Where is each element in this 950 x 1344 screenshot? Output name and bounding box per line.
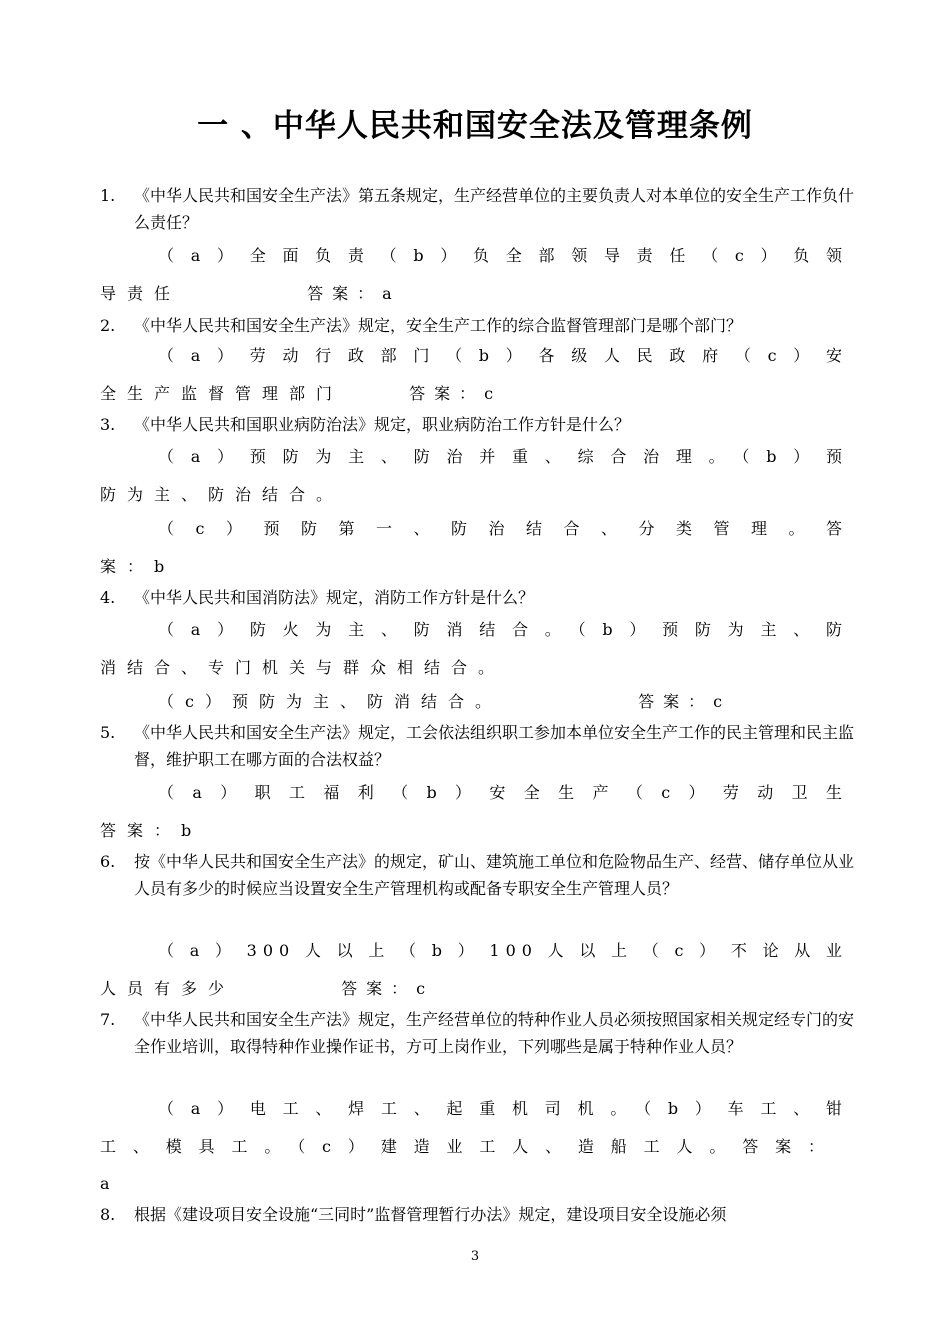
question-number: 1.	[100, 186, 116, 205]
question-number: 3.	[100, 415, 116, 434]
options-line-cont: 防为主、防治结合。	[100, 485, 344, 504]
question-number: 7.	[100, 1010, 116, 1029]
options-line: （a）劳动行政部门（b）各级人民政府（c）安	[158, 346, 848, 365]
options-text: （c）预防为主、防消结合。	[158, 692, 502, 711]
question-text: 《中华人民共和国职业病防治法》规定，职业病防治工作方针是什么？	[134, 415, 631, 434]
question-text: 《中华人民共和国安全生产法》规定，工会依法组织职工参加本单位安全生产工作的民主管理和民主监督，维护职工在哪方面的合法权益？	[134, 723, 855, 769]
options-line-cont	[100, 380, 502, 407]
options-line: （a）职工福利（b）安全生产（c）劳动卫生	[158, 783, 848, 802]
question-number: 4.	[100, 588, 116, 607]
options-line: （a）预防为主、防治并重、综合治理。（b）预	[158, 447, 848, 466]
options-line: （a）防火为主、防消结合。（b）预防为主、防	[158, 620, 848, 639]
question-number: 5.	[100, 723, 116, 742]
question-number: 8.	[100, 1205, 116, 1224]
options-line-cont: 工、模具工。（c）建造业工人、造船工人。答案：	[100, 1137, 830, 1156]
options-line-cont: 消结合、专门机关与群众相结合。	[100, 658, 506, 677]
options-line: （c）预防第一、防治结合、分类管理。答	[158, 519, 848, 538]
page-number: 3	[470, 1249, 480, 1264]
question-text: 《中华人民共和国安全生产法》第五条规定，生产经营单位的主要负责人对本单位的安全生产工作负什么责任？	[134, 186, 855, 232]
question-text: 《中华人民共和国安全生产法》规定，安全生产工作的综合监督管理部门是哪个部门？	[134, 316, 743, 335]
answer-text: 答案：a	[307, 284, 401, 303]
question-text: 按《中华人民共和国安全生产法》的规定，矿山、建筑施工单位和危险物品生产、经营、储存单位从业人员有多少的时候应当设置安全生产管理机构或配备专职安全生产管理人员？	[134, 852, 855, 898]
page-title: 一 、中华人民共和国安全法及管理条例	[197, 108, 753, 144]
question-text: 《中华人民共和国安全生产法》规定，生产经营单位的特种作业人员必须按照国家相关规定经专门的安全作业培训，取得特种作业操作证书，方可上岗作业，下列哪些是属于特种作业人员？	[134, 1010, 855, 1056]
options-text: 全生产监督管理部门	[100, 384, 344, 403]
question-text: 根据《建设项目安全设施“三同时”监督管理暂行办法》规定，建设项目安全设施必须	[134, 1205, 727, 1224]
options-line-cont	[100, 280, 401, 307]
answer-text: 答案：c	[638, 692, 732, 711]
answer-line: 答案：b	[100, 821, 203, 840]
options-line: （a）电工、焊工、起重机司机。（b）车工、钳	[158, 1099, 848, 1118]
options-text: 人员有多少	[100, 979, 236, 998]
options-line: （a）全面负责（b）负全部领导责任（c）负领	[158, 246, 848, 265]
options-line-cont	[100, 975, 434, 1002]
answer-text: 答案：c	[341, 979, 435, 998]
question-number: 6.	[100, 852, 116, 871]
answer-text: 答案：c	[409, 384, 503, 403]
options-text: 导责任	[100, 284, 182, 303]
options-line-last	[158, 688, 731, 715]
question-number: 2.	[100, 316, 116, 335]
options-line: （a）300人以上（b）100人以上（c）不论从业	[158, 941, 848, 960]
question-text: 《中华人民共和国消防法》规定，消防工作方针是什么？	[134, 588, 535, 607]
answer-line: a	[100, 1174, 121, 1193]
options-line-cont: 案：b	[100, 557, 176, 576]
